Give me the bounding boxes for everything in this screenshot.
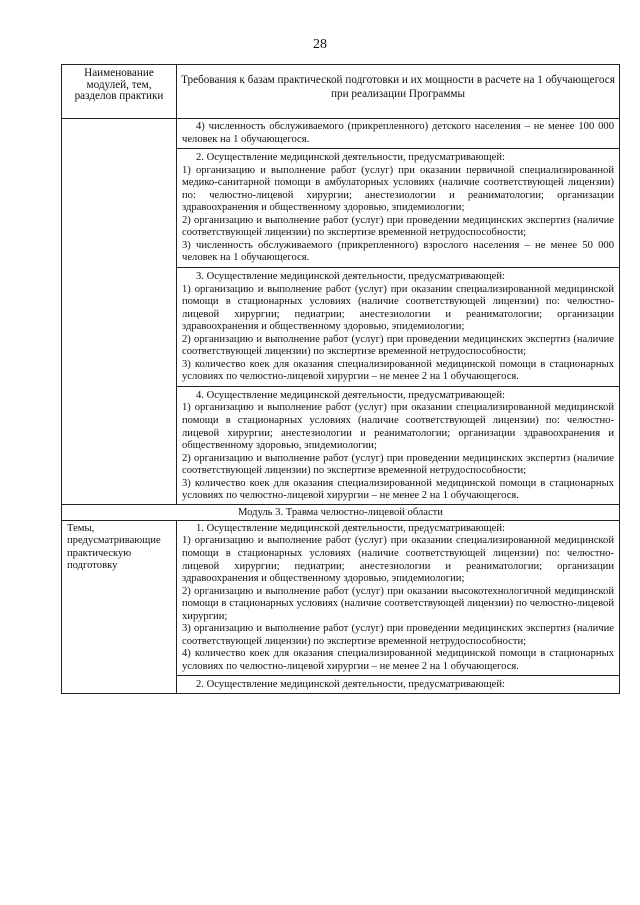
requirements-cell [177,520,620,693]
table-row [62,520,620,693]
requirement-item: 1) организацию и выполнение работ (услуг) при оказании специализированной медицинской помощи в стационарных условиях (наличие соответствующей лицензии) по: челюстно-лицевой хирургии; педиатрии; анестезиологии и реаниматологии; организации здравоохранения и общественному здоровью, эпидемиологии; [182,535,614,585]
requirements-block [177,267,619,384]
block-heading: 1. Осуществление медицинской деятельности, предусматривающей: [196,522,505,534]
topics-label-line: практическую [67,547,132,559]
header-requirements-column: Требования к базам практической подготовки и их мощности в расчете на 1 обучающегося при реализации Программы [177,65,620,119]
table-row [62,119,620,505]
requirement-item: 2) организацию и выполнение работ (услуг) при проведении медицинских экспертиз (наличие соответствующей лицензии) по экспертизе временной нетрудоспособности; [182,452,614,477]
requirement-item: 2) организацию и выполнение работ (услуг) при оказании высокотехнологичной медицинской помощи в стационарных условиях (наличие соответствующей лицензии) по челюстно-лицевой хирургии; [182,585,614,622]
block-heading: 4. Осуществление медицинской деятельности, предусматривающей: [196,389,505,401]
block-heading: 4) численность обслуживаемого (прикрепленного) детского населения – не менее 100 000 человек на 1 обучающегося. [182,121,614,145]
requirement-item: 2) организацию и выполнение работ (услуг) при проведении медицинских экспертиз (наличие соответствующей лицензии) по экспертизе временной нетрудоспособности; [182,214,614,239]
block-heading: 2. Осуществление медицинской деятельности, предусматривающей: [196,152,505,164]
header-modules-column: Наименование модулей, тем, разделов практики [62,65,177,119]
topics-label-line: Темы, [67,522,95,534]
requirement-item: 1) организацию и выполнение работ (услуг) при оказании первичной специализированной медико-санитарной помощи в амбулаторных условиях (наличие соответствующей лицензии) по: челюстно-лицевой хирургии; анестезиологии и реаниматологии; организации здравоохранения и общественному здоровью, эпидемиологии; [182,164,614,214]
topics-cell [62,520,177,693]
page-number: 28 [313,37,327,52]
requirement-item: 3) количество коек для оказания специализированной медицинской помощи в стационарных условиях по челюстно-лицевой хирургии – не менее 2 на 1 обучающегося. [182,477,614,502]
requirement-item: 4) количество коек для оказания специализированной медицинской помощи в стационарных условиях по челюстно-лицевой хирургии – не менее 2 на 1 обучающегося. [182,648,614,672]
requirements-block [177,148,619,265]
table-header-row [62,65,620,119]
requirement-item: 3) организацию и выполнение работ (услуг) при проведении медицинских экспертиз (наличие соответствующей лицензии) по экспертизе временной нетрудоспособности; [182,623,614,647]
topics-label-line: подготовку [67,560,118,572]
requirement-item: 3) количество коек для оказания специализированной медицинской помощи в стационарных условиях по челюстно-лицевой хирургии – не менее 2 на 1 обучающегося. [182,358,614,383]
requirement-item: 3) численность обслуживаемого (прикрепленного) взрослого населения – не менее 50 000 человек на 1 обучающегося. [182,239,614,264]
requirement-item: 2) организацию и выполнение работ (услуг) при проведении медицинских экспертиз (наличие соответствующей лицензии) по экспертизе временной нетрудоспособности; [182,333,614,358]
requirements-block [177,386,619,503]
requirement-item: 1) организацию и выполнение работ (услуг) при оказании специализированной медицинской помощи в стационарных условиях (наличие соответствующей лицензии) по: челюстно-лицевой хирургии; педиатрии; анестезиологии и реаниматологии; организации здравоохранения и общественному здоровью, эпидемиологии; [182,283,614,333]
requirements-cell [177,119,620,505]
module-title: Модуль 3. Травма челюстно-лицевой области [62,504,620,520]
requirement-item: 1) организацию и выполнение работ (услуг) при оказании специализированной медицинской помощи в стационарных условиях (наличие соответствующей лицензии) по: челюстно-лицевой хирургии; анестезиологии и реаниматологии; организации здравоохранения и общественному здоровью, эпидемиологии; [182,402,614,452]
module-title-row [62,504,620,520]
block-heading: 3. Осуществление медицинской деятельности, предусматривающей: [196,271,505,283]
requirements-block [182,121,614,146]
requirements-block [177,675,619,692]
empty-module-cell [62,119,177,505]
requirements-table [61,64,620,694]
requirements-block [182,523,614,674]
topics-label-line: предусматривающие [67,535,161,547]
block-heading: 2. Осуществление медицинской деятельности, предусматривающей: [196,679,505,691]
